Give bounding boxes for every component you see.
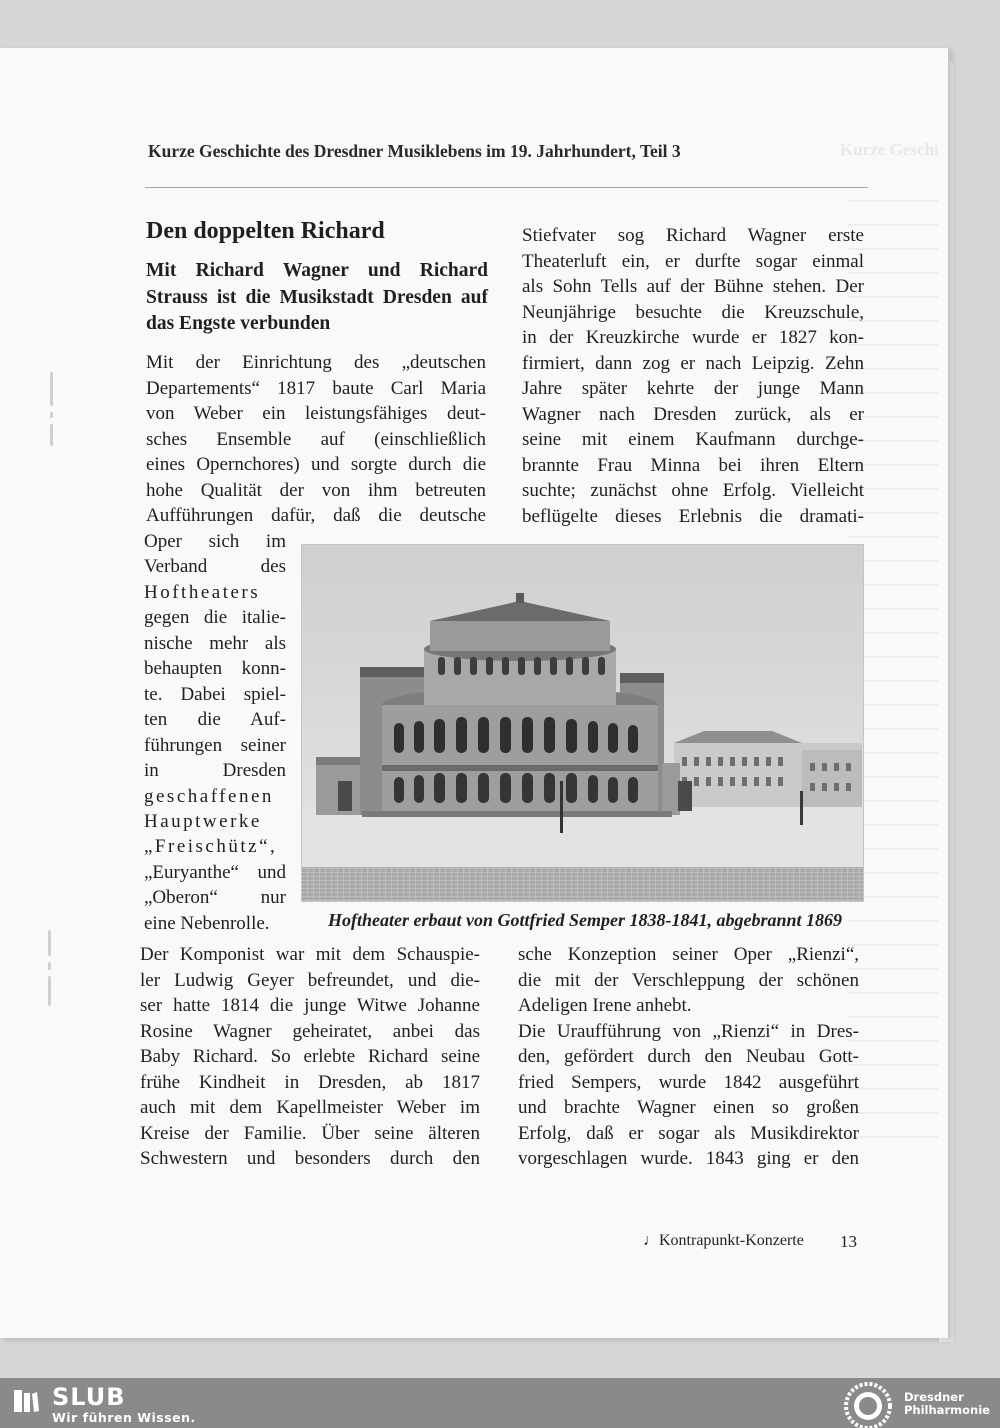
text-line: Theaterluft ein, er durfte sogar einmal <box>522 250 864 272</box>
text-line: „Freischütz“, <box>144 836 278 858</box>
viewer-footer-bar <box>0 1378 1000 1428</box>
text-line: auch mit dem Kapellmeister Weber im <box>140 1097 480 1118</box>
text-line: „Oberon“ nur <box>144 887 286 909</box>
text-line: Mit der Einrichtung des „deutschen <box>146 352 486 373</box>
text-line: Hauptwerke <box>144 810 262 832</box>
text-line: brannte Frau Minna bei ihren Eltern <box>522 454 864 476</box>
text-line: frühe Kindheit in Dresden, ab 1817 <box>140 1071 480 1093</box>
text-line: behaupten konn- <box>144 658 286 680</box>
text-line: ler Ludwig Geyer befreundet, und die- <box>140 969 480 991</box>
text-line: nische mehr als <box>144 632 286 654</box>
article-subtitle: Mit Richard Wagner und Richard Strauss ist die Musikstadt Dresden auf das Engste verbunden <box>146 260 488 334</box>
text-line: Die Uraufführung von „Rienzi“ in Dres- <box>518 1020 859 1042</box>
text-line: Oper sich im <box>144 531 286 552</box>
text-line: vorgeschlagen wurde. 1843 ging er den <box>518 1148 859 1169</box>
opera-house-illustration <box>302 545 863 901</box>
text-line: von Weber ein leistungsfähiges deut- <box>146 403 486 424</box>
text-line: Rosine Wagner geheiratet, anbei das <box>140 1020 480 1042</box>
text-line: Baby Richard. So erlebte Richard seine <box>140 1046 480 1067</box>
binding-mark <box>42 930 56 1020</box>
text-line: sches Ensemble auf (einschließlich <box>146 428 486 450</box>
text-line: eines Opernchores) und sorgte durch die <box>146 454 486 475</box>
text-line: führungen seiner <box>144 734 286 756</box>
note-glyph-icon: ♩ <box>643 1232 659 1249</box>
sun-logo-icon <box>842 1382 894 1428</box>
text-line: Jahre später kehrte der junge Mann <box>522 378 864 399</box>
text-line: Schwestern und besonders durch den <box>140 1148 480 1169</box>
text-line: Stiefvater sog Richard Wagner erste <box>522 225 864 246</box>
text-line: ten die Auf- <box>144 709 286 731</box>
text-line: Kreise der Familie. Über seine älteren <box>140 1122 480 1144</box>
text-line: gegen die italie- <box>144 607 286 629</box>
text-line: Departements“ 1817 baute Carl Maria <box>146 377 486 399</box>
partner-name-line-1: Dresdner <box>904 1390 964 1404</box>
photo-caption: Hoftheater erbaut von Gottfried Semper 1838-1841, abgebrannt 1869 <box>328 910 842 930</box>
text-line: Adeligen Irene anhebt. <box>518 995 692 1016</box>
text-line: und brachte Wagner einen so großen <box>518 1097 859 1118</box>
text-line: ser hatte 1814 die junge Witwe Johanne <box>140 995 480 1016</box>
partner-name <box>904 1391 990 1417</box>
footer-series <box>643 1232 804 1250</box>
text-line: die mit der Verschleppung der schönen <box>518 969 859 991</box>
text-line: Der Komponist war mit dem Schauspie- <box>140 944 480 965</box>
hoftheater-photo <box>301 544 864 902</box>
text-line: den, gefördert durch den Neubau Gott- <box>518 1046 859 1067</box>
text-line: Erfolg, daß er sogar als Musikdirektor <box>518 1122 859 1144</box>
text-line: Verband des <box>144 556 286 578</box>
text-line: eine Nebenrolle. <box>144 912 270 934</box>
text-line: hohe Qualität der von ihm betreuten <box>146 479 486 501</box>
running-head: Kurze Geschichte des Dresdner Musiklebens im 19. Jahrhundert, Teil 3 <box>148 141 681 161</box>
library-tagline: Wir führen Wissen. <box>52 1410 196 1425</box>
text-line: firmiert, dann zog er nach Leipzig. Zehn <box>522 352 864 374</box>
page-number: 13 <box>840 1232 857 1251</box>
binding-mark <box>44 372 58 462</box>
show-through-text: Kurze Geschi <box>840 140 939 159</box>
text-line: Aufführungen dafür, daß die deutsche <box>146 505 486 526</box>
text-line: als Sohn Tells auf der Bühne stehen. Der <box>522 276 864 297</box>
text-line: suchte; zunächst ohne Erfolg. Vielleicht <box>522 480 864 501</box>
text-line: te. Dabei spiel- <box>144 683 286 705</box>
text-line: „Euryanthe“ und <box>144 861 286 883</box>
partner-name-line-2: Philharmonie <box>904 1403 990 1417</box>
header-rule <box>145 187 868 188</box>
text-line: seine mit einem Kaufmann durchge- <box>522 429 864 450</box>
text-line: in der Kreuzkirche wurde er 1827 kon- <box>522 327 864 348</box>
text-line: Hoftheaters <box>144 581 261 603</box>
article-title: Den doppelten Richard <box>146 218 385 244</box>
text-line: Neunjährige besuchte die Kreuzschule, <box>522 301 864 323</box>
footer-series-label: Kontrapunkt-Konzerte <box>659 1232 804 1249</box>
library-name: SLUB <box>52 1383 126 1411</box>
book-icon <box>12 1387 40 1415</box>
text-line: beflügelte dieses Erlebnis die dramati- <box>522 505 864 527</box>
text-line: in Dresden <box>144 760 286 782</box>
text-line: fried Sempers, wurde 1842 ausgeführt <box>518 1071 859 1093</box>
text-line: sche Konzeption seiner Oper „Rienzi“, <box>518 944 859 965</box>
text-line: geschaffenen <box>144 785 274 807</box>
text-line: Wagner nach Dresden zurück, als er <box>522 403 864 425</box>
